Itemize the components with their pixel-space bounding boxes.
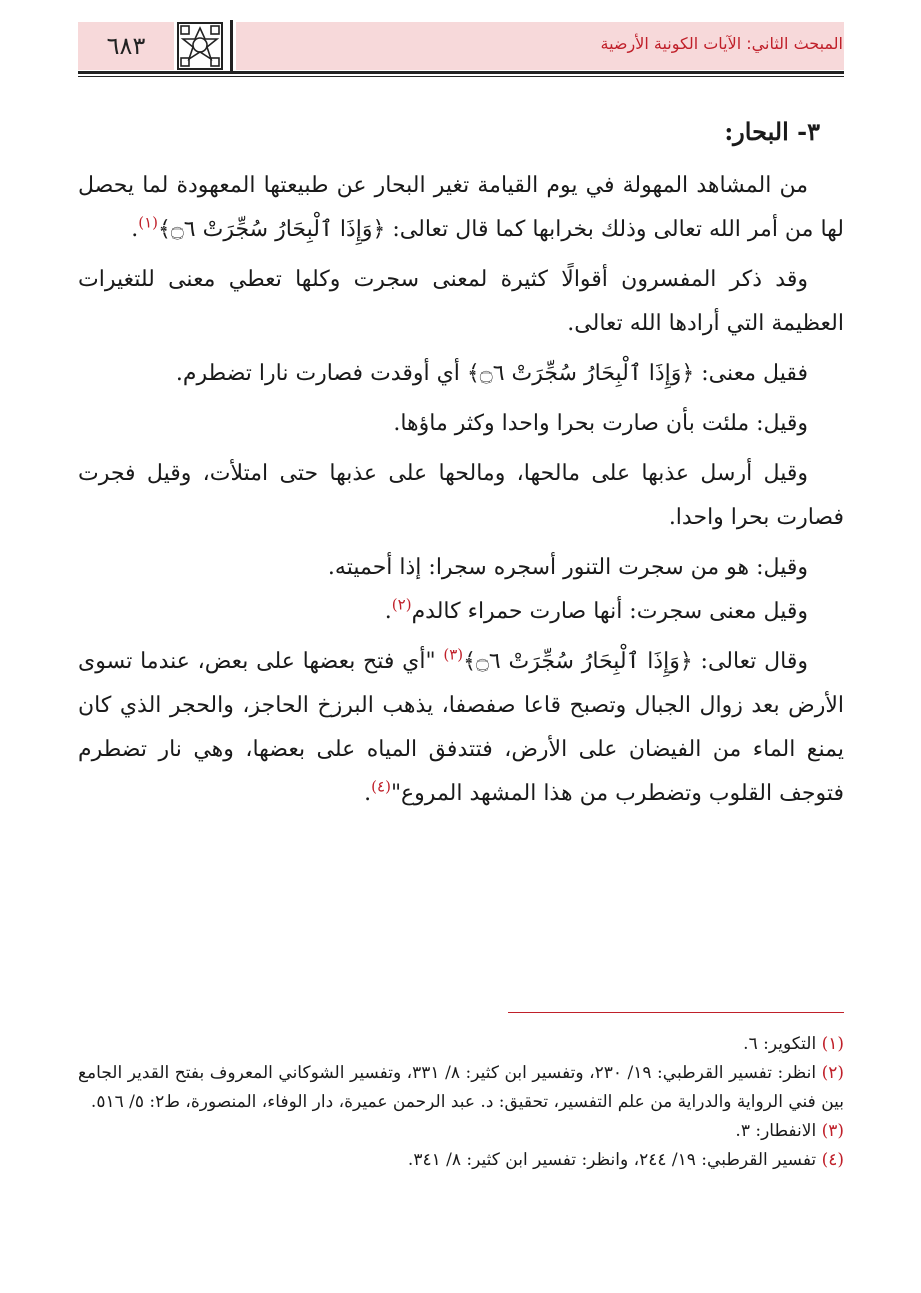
footnote-number: (٢) xyxy=(821,1063,844,1083)
header-rule-thin xyxy=(78,76,844,77)
paragraph-8 xyxy=(78,640,844,816)
footnote-number: (١) xyxy=(821,1034,844,1054)
paragraph-3 xyxy=(78,352,844,396)
footnote-text: انظر: تفسير القرطبي: ١٩/ ٢٣٠، وتفسير ابن كثير: ٨/ ٣٣١، وتفسير الشوكاني المعروف بفتح القدير الجامع بين فني الرواية والدراية من علم التفسير، تحقيق: د. عبد الرحمن عميرة، دار الوفاء، المنصورة، ط٢: ٥/ ٥١٦. xyxy=(78,1063,844,1112)
footnote-ref[interactable]: (١) xyxy=(138,213,158,232)
paragraph-1-text: من المشاهد المهولة في يوم القيامة تغير البحار عن طبيعتها المعهودة لما يحصل لها من أمر الله تعالى وذلك بخرابها كما قال تعالى: xyxy=(78,173,844,242)
footnote-ref[interactable]: (٢) xyxy=(391,595,412,614)
footnote-text: الانفطار: ٣. xyxy=(735,1121,817,1141)
paragraph-6: وقيل: هو من سجرت التنور أسجره سجرا: إذا أحميته. xyxy=(327,555,808,580)
footnote-number: (٤) xyxy=(821,1150,844,1170)
footnotes xyxy=(78,1030,844,1175)
paragraph-7-end: . xyxy=(384,599,392,624)
ornament-divider xyxy=(230,20,233,72)
paragraph-1-end: . xyxy=(131,217,139,242)
footnote-text: تفسير القرطبي: ١٩/ ٢٤٤، وانظر: تفسير ابن كثير: ٨/ ٣٤١. xyxy=(407,1150,817,1170)
quran-verse: ﴿وَإِذَا ٱلْبِحَارُ سُجِّرَتْ ۝٦﴾ xyxy=(466,361,695,386)
quran-verse: ﴿وَإِذَا ٱلْبِحَارُ سُجِّرَتْ ۝٦﴾ xyxy=(463,649,693,674)
footnote-item xyxy=(78,1146,844,1175)
paragraph-7 xyxy=(78,590,844,634)
paragraph-8-text: "أي فتح بعضها على بعض، عندما تسوى الأرض بعد زوال الجبال وتصبح قاعا صفصفا، يذهب البرزخ الحاجز، والحجر الذي كان يمنع الماء من الفيضان على الأرض، فتتدفق المياه على بعضها، وهي نار تضطرم فتوجف القلوب وتضطرب من هذا المشهد المروع" xyxy=(78,649,844,806)
footnote-ref[interactable]: (٣) xyxy=(443,645,464,664)
page-number: ٦٨٣ xyxy=(106,32,146,60)
paragraph-7-text: وقيل معنى سجرت: أنها صارت حمراء كالدم xyxy=(411,599,808,624)
footnote-separator xyxy=(508,1012,844,1013)
paragraph-4: وقيل: ملئت بأن صارت بحرا واحدا وكثر ماؤها. xyxy=(393,411,808,436)
footnote-text: التكوير: ٦. xyxy=(743,1034,817,1054)
footnote-item xyxy=(78,1030,844,1059)
paragraph-1 xyxy=(78,164,844,252)
header-rule xyxy=(78,71,844,74)
footnote-item xyxy=(78,1059,844,1117)
geometric-star-ornament-icon xyxy=(177,22,223,70)
paragraph-3-lead: فقيل معنى: xyxy=(694,361,808,386)
section-heading: ٣- البحار: xyxy=(724,117,820,146)
footnote-ref[interactable]: (٤) xyxy=(371,777,391,796)
running-title: المبحث الثاني: الآيات الكونية الأرضية xyxy=(600,34,843,53)
main-content xyxy=(78,110,844,816)
paragraph-8-lead: وقال تعالى: xyxy=(692,649,808,674)
paragraph-8-end: . xyxy=(364,781,372,806)
footnote-number: (٣) xyxy=(821,1121,844,1141)
paragraph-2: وقد ذكر المفسرون أقوالًا كثيرة لمعنى سجرت وكلها تعطي معنى للتغيرات العظيمة التي أرادها الله تعالى. xyxy=(78,267,844,336)
paragraph-5: وقيل أرسل عذبها على مالحها، ومالحها على عذبها حتى امتلأت، وقيل فجرت فصارت بحرا واحدا. xyxy=(78,461,844,530)
paragraph-3-text: أي أوقدت فصارت نارا تضطرم. xyxy=(175,361,467,386)
quran-verse: ﴿وَإِذَا ٱلْبِحَارُ سُجِّرَتْ ۝٦﴾ xyxy=(158,217,386,242)
footnote-item xyxy=(78,1117,844,1146)
